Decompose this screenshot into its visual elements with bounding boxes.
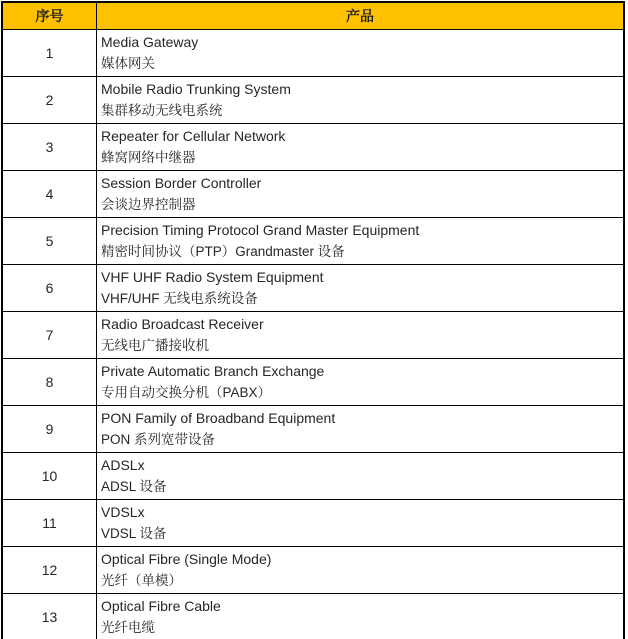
product-cell (97, 359, 625, 406)
table-row (2, 406, 624, 453)
product-name-en: Private Automatic Branch Exchange (101, 363, 325, 379)
product-cell (97, 218, 625, 265)
product-name-zh: VHF/UHF 无线电系统设备 (101, 291, 258, 306)
product-name-en: Radio Broadcast Receiver (101, 316, 264, 332)
product-name-en: Media Gateway (101, 34, 199, 50)
table-row (2, 171, 624, 218)
row-number: 10 (2, 453, 97, 500)
table-row (2, 359, 624, 406)
row-number: 6 (2, 265, 97, 312)
header-cell-number: 序号 (2, 2, 97, 30)
product-cell (97, 312, 625, 359)
product-table-header (2, 2, 624, 30)
product-name-en: Session Border Controller (101, 175, 262, 191)
product-name-zh: 专用自动交换分机（PABX） (101, 385, 272, 400)
product-name-zh: 会谈边界控制器 (101, 197, 196, 212)
row-number: 7 (2, 312, 97, 359)
product-cell (97, 500, 625, 547)
table-row (2, 218, 624, 265)
row-number: 9 (2, 406, 97, 453)
product-name-en: ADSLx (101, 457, 145, 473)
table-row (2, 547, 624, 594)
row-number: 8 (2, 359, 97, 406)
product-name-zh: PON 系列宽带设备 (101, 432, 216, 447)
product-cell (97, 171, 625, 218)
product-cell (97, 124, 625, 171)
row-number: 12 (2, 547, 97, 594)
table-row (2, 77, 624, 124)
product-cell (97, 594, 625, 639)
product-name-en: Optical Fibre Cable (101, 598, 221, 614)
product-name-zh: 媒体网关 (101, 56, 155, 71)
product-name-zh: 精密时间协议（PTP）Grandmaster 设备 (101, 244, 345, 259)
product-cell (97, 547, 625, 594)
product-name-zh: ADSL 设备 (101, 479, 167, 494)
product-name-zh: 蜂窝网络中继器 (101, 150, 196, 165)
table-row (2, 453, 624, 500)
product-name-zh: 无线电广播接收机 (101, 338, 209, 353)
product-cell (97, 30, 625, 77)
row-number: 13 (2, 594, 97, 639)
product-name-en: Repeater for Cellular Network (101, 128, 286, 144)
product-name-zh: 光纤电缆 (101, 620, 155, 635)
product-cell (97, 265, 625, 312)
product-table (1, 1, 625, 639)
row-number: 11 (2, 500, 97, 547)
product-name-en: PON Family of Broadband Equipment (101, 410, 336, 426)
row-number: 2 (2, 77, 97, 124)
product-name-zh: VDSL 设备 (101, 526, 167, 541)
row-number: 4 (2, 171, 97, 218)
product-table-body (2, 30, 624, 639)
product-name-en: VDSLx (101, 504, 145, 520)
table-row (2, 265, 624, 312)
row-number: 3 (2, 124, 97, 171)
table-row (2, 594, 624, 639)
product-name-en: VHF UHF Radio System Equipment (101, 269, 324, 285)
product-cell (97, 77, 625, 124)
table-row (2, 124, 624, 171)
product-name-en: Mobile Radio Trunking System (101, 81, 291, 97)
header-row (2, 2, 624, 30)
product-name-zh: 光纤（单模） (101, 573, 182, 588)
table-row (2, 312, 624, 359)
table-row (2, 500, 624, 547)
product-name-en: Optical Fibre (Single Mode) (101, 551, 272, 567)
product-cell (97, 406, 625, 453)
product-name-en: Precision Timing Protocol Grand Master Equipment (101, 222, 420, 238)
header-cell-product: 产品 (97, 2, 625, 30)
product-cell (97, 453, 625, 500)
row-number: 1 (2, 30, 97, 77)
row-number: 5 (2, 218, 97, 265)
table-row (2, 30, 624, 77)
product-name-zh: 集群移动无线电系统 (101, 103, 223, 118)
